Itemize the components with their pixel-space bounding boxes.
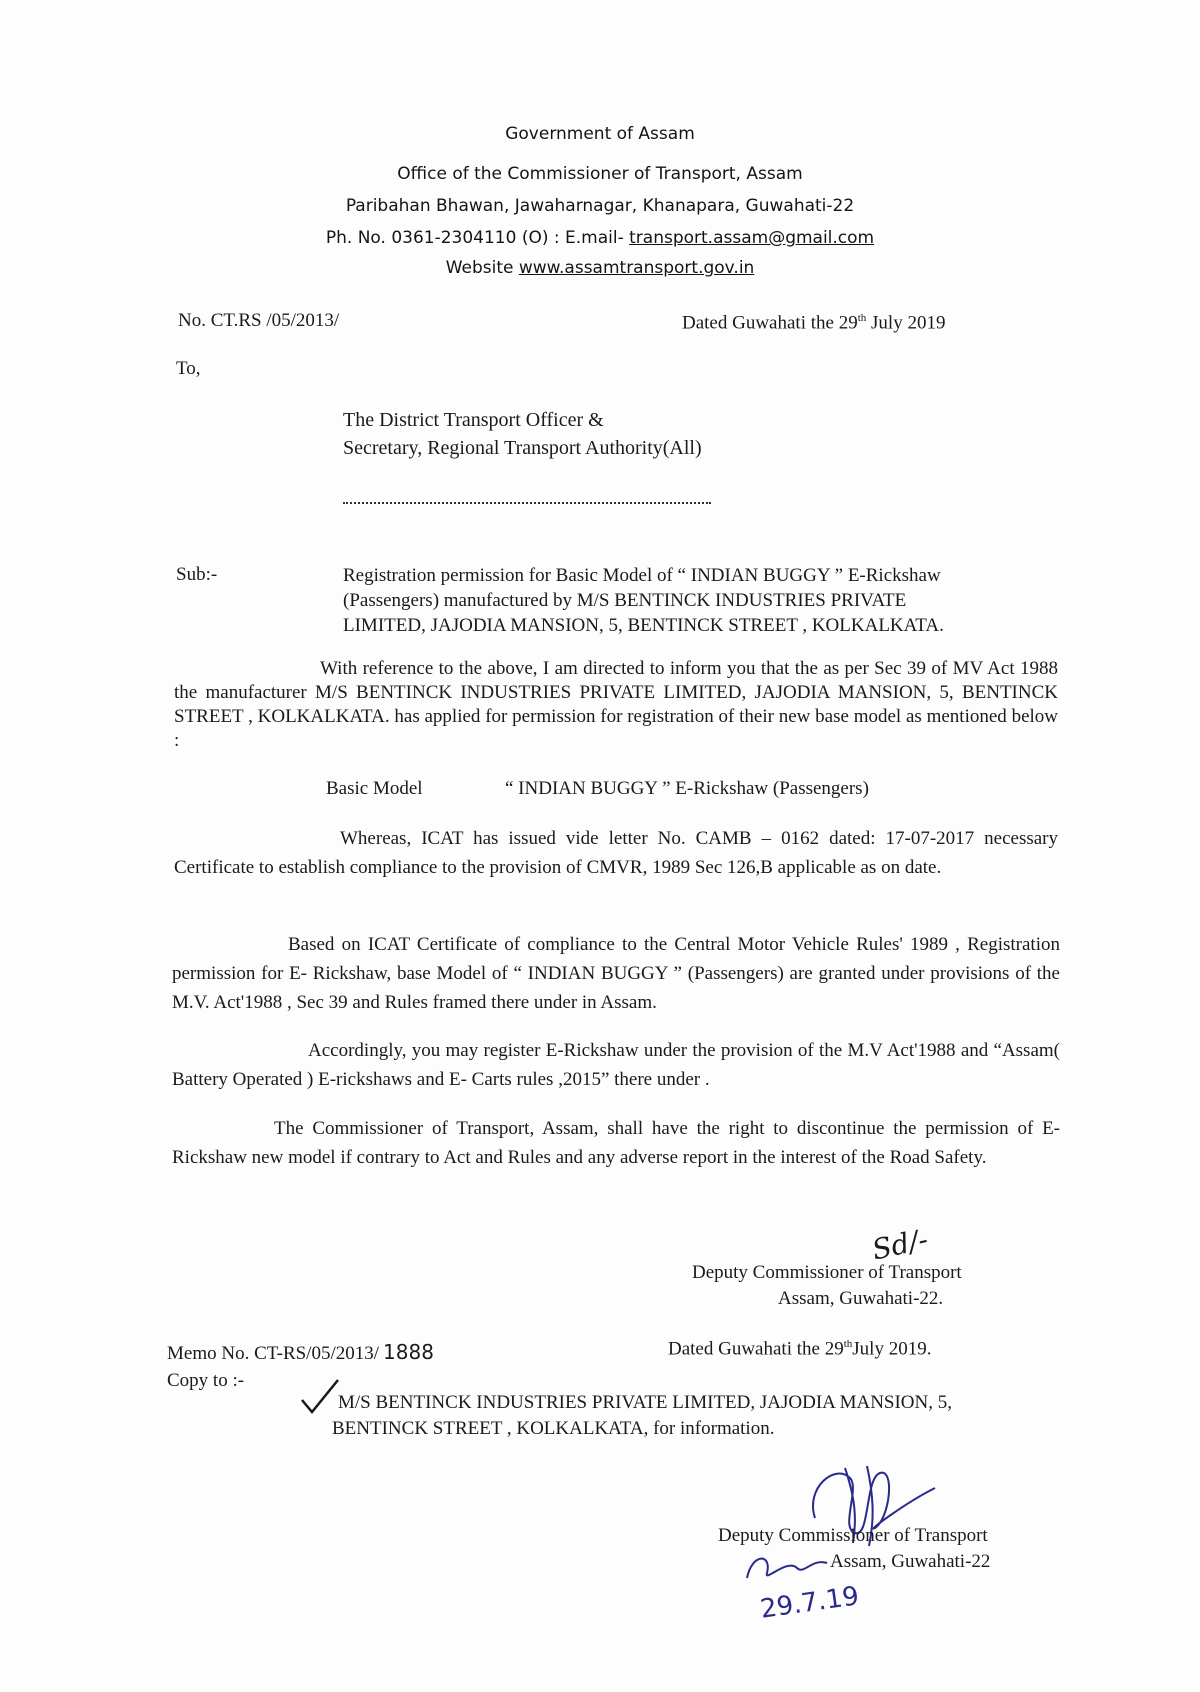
addressee-dotted-line (343, 502, 711, 504)
header-website-label: Website (445, 258, 519, 278)
header-contact (0, 228, 1200, 248)
signatory-title-1: Deputy Commissioner of Transport (692, 1262, 962, 1283)
signatory-place-1: Assam, Guwahati-22. (778, 1288, 944, 1309)
subject-line-2: (Passengers) manufactured by M/S BENTINCK INDUSTRIES PRIVATE (343, 590, 907, 611)
addressee-line-2: Secretary, Regional Transport Authority(All) (343, 437, 702, 459)
signature-mark-sd: Sd/- (869, 1222, 931, 1267)
memo-date (668, 1338, 931, 1360)
body-paragraph-3: Based on ICAT Certificate of compliance to the Central Motor Vehicle Rules' 1989 , Registration permission for E- Rickshaw, base Model of “ INDIAN BUGGY ” (Passengers) are granted under provisions of the M.V. Act'1988 , Sec 39 and Rules framed there under in Assam. (172, 934, 1060, 1013)
memo-number (167, 1340, 434, 1365)
header-website-link[interactable]: www.assamtransport.gov.in (518, 258, 755, 278)
memo-date-sup: th (843, 1338, 853, 1350)
header-address: Paribahan Bhawan, Jawaharnagar, Khanapara, Guwahati-22 (345, 196, 855, 216)
handwritten-date: 29.7.19 (758, 1581, 861, 1625)
body-paragraph-5: The Commissioner of Transport, Assam, shall have the right to discontinue the permission of E-Rickshaw new model if contrary to Act and Rules and any adverse report in the interest of the Road Safety. (172, 1118, 1060, 1168)
memo-date-suffix: July 2019. (852, 1338, 932, 1360)
letter-date-sup: th (857, 312, 867, 324)
letter-date-prefix: Dated Guwahati the 29 (682, 312, 858, 334)
memo-handwritten-number: 1888 (383, 1340, 434, 1364)
body-paragraph-4: Accordingly, you may register E-Rickshaw under the provision of the M.V Act'1988 and “Assam( Battery Operated ) E-rickshaws and E- Carts rules ,2015” there under . (172, 1040, 1060, 1090)
letter-date (682, 312, 945, 334)
signatory-place-2: Assam, Guwahati-22 (830, 1551, 991, 1572)
header-email-link[interactable]: transport.assam@gmail.com (629, 228, 875, 248)
basic-model-label: Basic Model (326, 778, 423, 799)
header-phone: Ph. No. 0361-2304110 (O) : E.mail- (325, 228, 630, 248)
basic-model-value: “ INDIAN BUGGY ” E-Rickshaw (Passengers) (505, 778, 869, 799)
letter-date-suffix: July 2019 (866, 312, 946, 334)
subject-line-1: Registration permission for Basic Model of “ INDIAN BUGGY ” E-Rickshaw (343, 565, 941, 586)
copy-to-line-1: M/S BENTINCK INDUSTRIES PRIVATE LIMITED, JAJODIA MANSION, 5, (338, 1392, 953, 1413)
initials-scribble-icon (742, 1548, 832, 1588)
body-paragraph-1: With reference to the above, I am directed to inform you that the as per Sec 39 of MV Act 1988 the manufacturer M/S BENTINCK INDUSTRIES PRIVATE LIMITED, JAJODIA MANSION, 5, BENTINCK STREET , KOLKALKATA. has applied for permission for registration of their new base model as mentioned below : (174, 658, 1058, 751)
memo-number-text: Memo No. CT-RS/05/2013/ (167, 1343, 380, 1364)
memo-date-prefix: Dated Guwahati the 29 (668, 1338, 844, 1360)
copy-to-line-2: BENTINCK STREET , KOLKALKATA, for information. (332, 1418, 775, 1439)
to-label: To, (176, 358, 201, 379)
header-office: Office of the Commissioner of Transport, Assam (397, 164, 803, 184)
body-paragraph-2: Whereas, ICAT has issued vide letter No. CAMB – 0162 dated: 17-07-2017 necessary Certificate to establish compliance to the provision of CMVR, 1989 Sec 126,B applicable as on date. (174, 828, 1058, 878)
subject-label: Sub:- (176, 564, 218, 585)
header-website-line (0, 258, 1200, 278)
copy-to-label: Copy to :- (167, 1370, 245, 1391)
tick-mark-icon (300, 1378, 340, 1414)
addressee-line-1: The District Transport Officer & (343, 409, 604, 431)
header-government: Government of Assam (505, 124, 695, 144)
subject-line-3: LIMITED, JAJODIA MANSION, 5, BENTINCK STREET , KOLKALKATA. (343, 615, 944, 636)
letter-number: No. CT.RS /05/2013/ (178, 310, 340, 331)
signatory-title-2: Deputy Commissioner of Transport (718, 1525, 988, 1546)
